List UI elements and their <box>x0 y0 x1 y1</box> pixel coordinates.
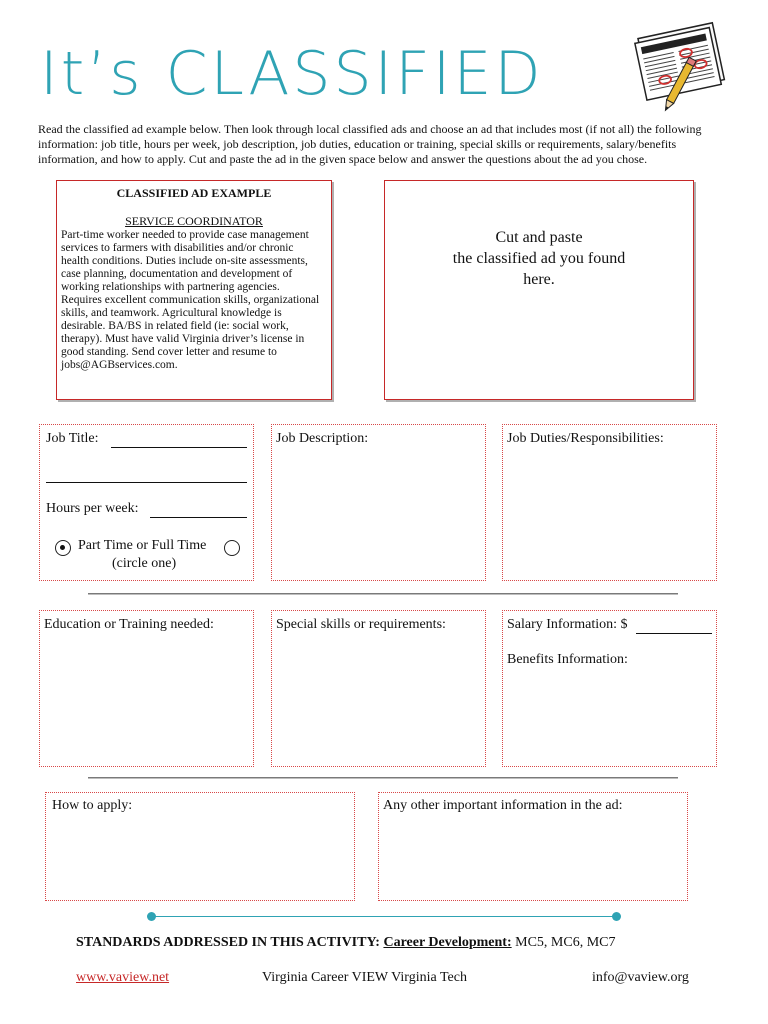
education-label: Education or Training needed: <box>44 617 214 632</box>
job-title-blank[interactable] <box>111 431 247 448</box>
job-title-blank-2[interactable] <box>46 466 247 483</box>
special-skills-label: Special skills or requirements: <box>276 617 446 632</box>
how-to-apply-box[interactable] <box>45 792 355 901</box>
part-full-label: Part Time or Full Time <box>78 538 207 553</box>
circle-one-label: (circle one) <box>112 556 177 571</box>
paste-instructions <box>385 227 693 290</box>
full-time-radio[interactable] <box>224 540 240 556</box>
example-body: Part-time worker needed to provide case management services to farmers with disabilities and/or chronic health conditions. Duties include on-site assessments, case planning, documentation and development of working relationships with partnering agencies. Requires excellent communication skills, organizational skills, and teamwork. Agricultural knowledge is desirable. BA/BS in related field (ie: social work, therapy). Must have valid Virginia driver’s license in good standing. Send cover letter and resume to jobs@AGBservices.com. <box>61 229 320 371</box>
salary-blank[interactable] <box>636 617 712 634</box>
how-to-apply-label: How to apply: <box>52 798 133 813</box>
job-title-hours-box <box>39 424 254 581</box>
intro-paragraph: Read the classified ad example below. Then look through local classified ads and choose an ad that includes most (if not all) the following information: job title, hours per week, job description, job duties, education or training, special skills or requirements, salary/benefits information, and how to apply. Cut and paste the ad in the given space below and answer the questions about the ad you chose. <box>38 122 702 166</box>
part-time-radio[interactable] <box>55 540 71 556</box>
hours-label: Hours per week: <box>46 501 139 516</box>
job-description-label: Job Description: <box>276 431 369 446</box>
job-duties-box[interactable] <box>502 424 717 581</box>
other-info-label: Any other important information in the ad: <box>383 798 623 813</box>
teal-divider-dot-right <box>612 912 621 921</box>
benefits-label: Benefits Information: <box>507 652 628 667</box>
job-title-label: Job Title: <box>46 431 99 446</box>
standards-label: STANDARDS ADDRESSED IN THIS ACTIVITY: <box>76 935 380 950</box>
paste-line-3: here. <box>523 271 555 288</box>
paste-line-2: the classified ad you found <box>452 250 626 267</box>
salary-label: Salary Information: $ <box>507 617 628 632</box>
standards-category: Career Development: <box>383 935 512 950</box>
hours-blank[interactable] <box>150 501 247 518</box>
footer-center: Virginia Career VIEW Virginia Tech <box>262 970 467 985</box>
other-info-box[interactable] <box>378 792 688 901</box>
paste-line-1: Cut and paste <box>495 229 583 246</box>
footer-email: info@vaview.org <box>592 970 689 985</box>
website-link[interactable]: www.vaview.net <box>76 970 170 985</box>
teal-divider-dot-left <box>147 912 156 921</box>
education-box[interactable] <box>39 610 254 767</box>
example-job-title: SERVICE COORDINATOR <box>125 214 263 228</box>
newspaper-icon <box>632 18 732 118</box>
job-duties-label: Job Duties/Responsibilities: <box>507 431 664 446</box>
teal-divider <box>152 916 616 917</box>
salary-benefits-box <box>502 610 717 767</box>
special-skills-box[interactable] <box>271 610 486 767</box>
paste-ad-area[interactable] <box>384 180 694 400</box>
job-description-box[interactable] <box>271 424 486 581</box>
standards-line <box>76 935 615 951</box>
standards-codes: MC5, MC6, MC7 <box>515 935 616 950</box>
divider-2 <box>88 777 678 779</box>
classified-example-box <box>56 180 332 400</box>
example-heading: CLASSIFIED AD EXAMPLE <box>116 186 272 200</box>
page-title: It’s CLASSIFIED <box>40 39 544 109</box>
divider-1 <box>88 593 678 595</box>
